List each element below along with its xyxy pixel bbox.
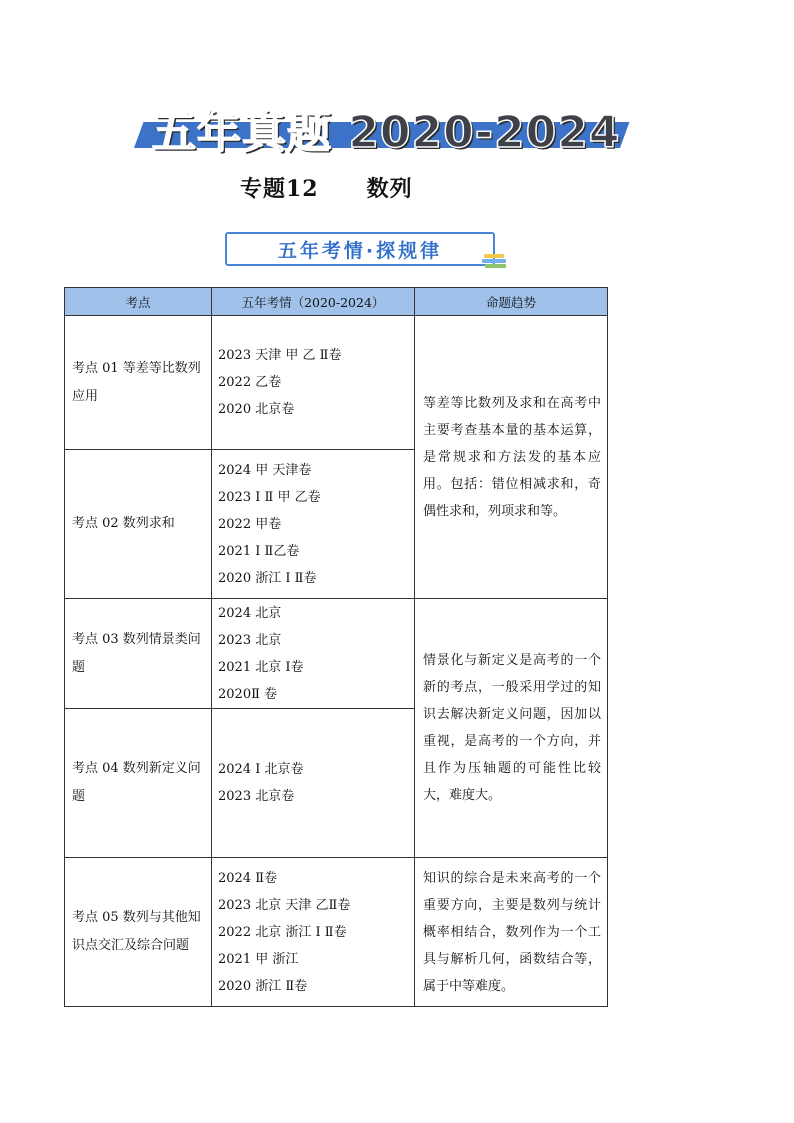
year-entry: 2021 甲 浙江 xyxy=(218,951,299,967)
table-row xyxy=(65,858,608,1007)
page-title xyxy=(240,172,413,203)
years-cell xyxy=(212,709,415,858)
table-row xyxy=(65,316,608,450)
years-cell xyxy=(212,858,415,1007)
header-point: 考点 xyxy=(65,288,212,316)
year-entry: 2023 北京卷 xyxy=(218,789,295,804)
topic-subject: 数列 xyxy=(366,176,413,202)
year-entry: 2023 天津 甲 乙 Ⅱ卷 xyxy=(218,348,342,363)
table-header-row xyxy=(65,288,608,316)
exam-table xyxy=(64,287,608,1007)
books-icon xyxy=(482,252,508,272)
header-years: 五年考情（2020-2024） xyxy=(212,288,415,316)
point-cell: 考点 05 数列与其他知识点交汇及综合问题 xyxy=(65,858,212,1007)
year-entry: 2024 Ⅱ卷 xyxy=(218,870,278,886)
trend-cell: 情景化与新定义是高考的一个新的考点，一般采用学过的知识去解决新定义问题，因加以重视，是高考的一个方向，并且作为压轴题的可能性比较大，难度大。 xyxy=(415,599,608,858)
point-cell: 考点 03 数列情景类问题 xyxy=(65,599,212,709)
year-entry: 2021 北京 Ⅰ卷 xyxy=(218,659,304,675)
year-entry: 2024 Ⅰ 北京卷 xyxy=(218,762,304,777)
year-entry: 2020 浙江 Ⅰ Ⅱ卷 xyxy=(218,570,317,586)
header-trend: 命题趋势 xyxy=(415,288,608,316)
year-entry: 2022 乙卷 xyxy=(218,375,282,390)
year-entry: 2023 北京 xyxy=(218,632,282,648)
year-entry: 2023 Ⅰ Ⅱ 甲 乙卷 xyxy=(218,489,321,505)
point-cell: 考点 01 等差等比数列应用 xyxy=(65,316,212,450)
years-cell xyxy=(212,316,415,450)
year-entry: 2024 甲 天津卷 xyxy=(218,462,312,478)
year-entry: 2023 北京 天津 乙Ⅱ卷 xyxy=(218,897,351,913)
trend-cell: 知识的综合是未来高考的一个重要方向，主要是数列与统计概率相结合，数列作为一个工具与解析几何，函数结合等，属于中等难度。 xyxy=(415,858,608,1007)
point-cell: 考点 04 数列新定义问题 xyxy=(65,709,212,858)
year-entry: 2022 甲卷 xyxy=(218,516,282,532)
year-entry: 2020Ⅱ 卷 xyxy=(218,686,278,702)
year-entry: 2024 北京 xyxy=(218,605,282,621)
topic-number: 专题12 xyxy=(240,176,319,202)
year-entry: 2020 北京卷 xyxy=(218,402,295,417)
year-entry: 2022 北京 浙江 Ⅰ Ⅱ卷 xyxy=(218,924,347,940)
trend-cell: 等差等比数列及求和在高考中主要考查基本量的基本运算，是常规求和方法发的基本应用。包括：错位相减求和，奇偶性求和，列项求和等。 xyxy=(415,316,608,599)
year-entry: 2020 浙江 Ⅱ卷 xyxy=(218,978,308,994)
years-cell xyxy=(212,450,415,599)
title-banner xyxy=(130,96,630,158)
section-label: 五年考情·探规律 xyxy=(225,232,495,266)
banner-text: 五年真题 2020-2024 xyxy=(152,107,621,158)
years-cell xyxy=(212,599,415,709)
point-cell: 考点 02 数列求和 xyxy=(65,450,212,599)
table-row xyxy=(65,599,608,709)
year-entry: 2021 Ⅰ Ⅱ乙卷 xyxy=(218,543,300,559)
